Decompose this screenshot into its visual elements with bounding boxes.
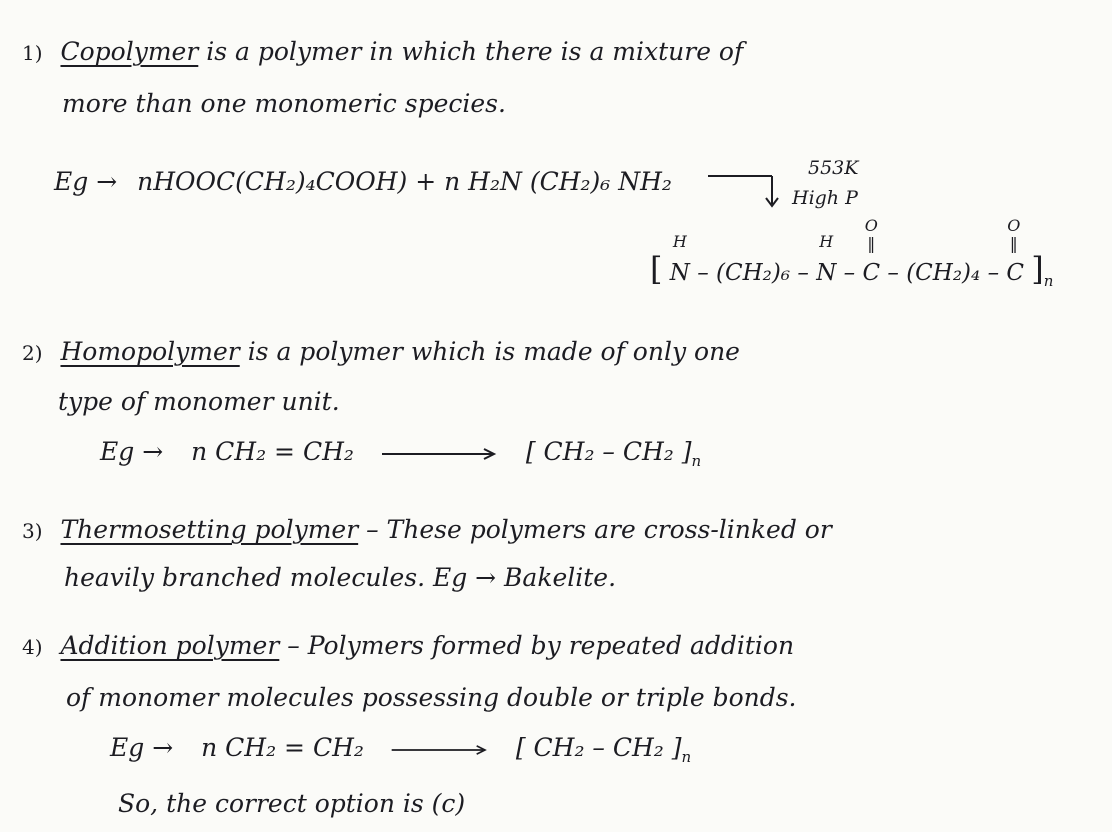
conclusion-text: So, the correct option is (c) [118, 789, 466, 818]
nitrogen-1: N [669, 260, 690, 286]
item-1-number: 1) [22, 41, 43, 65]
addition-definition-2: of monomer molecules possessing double or triple bonds. [66, 683, 797, 712]
homopolymer-definition-2: type of monomer unit. [58, 387, 340, 416]
oxygen-2: O [1007, 216, 1021, 235]
conclusion-line [118, 788, 465, 820]
polyethene-product: [ CH₂ – CH₂ ] [525, 437, 692, 466]
item-1-line-2 [62, 88, 506, 120]
ethene-reactant: n CH₂ = CH₂ [191, 437, 354, 466]
product-subscript-n: n [1043, 272, 1054, 290]
homopolymer-eg-label: Eg → [100, 437, 164, 466]
nylon-product-formula [650, 216, 1054, 290]
addition-polyethene-product: [ CH₂ – CH₂ ] [515, 733, 682, 762]
addition-eg-label: Eg → [110, 733, 174, 762]
hexamethylene-segment: – (CH₂)₆ – [697, 260, 809, 286]
copolymer-definition-1: is a polymer in which there is a mixture of [206, 37, 744, 66]
hydrogen-1: H [672, 232, 687, 251]
nh-group-1 [669, 232, 690, 286]
homopolymer-reaction [100, 436, 701, 477]
item-3-line-2 [64, 562, 616, 594]
thermosetting-definition-1: – These polymers are cross-linked or [366, 515, 832, 544]
addition-definition-1: – Polymers formed by repeated addition [287, 631, 795, 660]
hydrogen-2: H [819, 232, 834, 251]
carbon-1: – C – [843, 260, 899, 286]
item-2-line-2 [58, 386, 340, 418]
copolymer-term: Copolymer [60, 37, 199, 66]
nitrogen-2: N [816, 260, 837, 286]
right-arrow-icon [380, 446, 500, 462]
double-bond-1: ‖ [867, 234, 876, 253]
copolymer-eg-label: Eg → [54, 167, 118, 196]
oxygen-1: O [864, 216, 878, 235]
right-down-arrow-icon [706, 168, 786, 210]
thermosetting-definition-2: heavily branched molecules. Eg → Bakelite. [64, 563, 617, 592]
thermosetting-term: Thermosetting polymer [60, 515, 359, 544]
homopolymer-term: Homopolymer [60, 337, 240, 366]
addition-subscript-n: n [681, 748, 692, 766]
tetramethylene-segment: (CH₂)₄ [906, 260, 981, 286]
carbonyl-group-2 [987, 216, 1024, 286]
item-1-line-1 [22, 36, 743, 69]
item-2-line-1 [22, 336, 740, 369]
reaction-pressure: High P [792, 187, 858, 209]
polyethene-subscript-n: n [691, 452, 702, 470]
carbon-2: – C [987, 260, 1024, 286]
product-close-bracket: ] [1031, 250, 1044, 288]
carbonyl-group-1 [843, 216, 899, 286]
reaction-temperature: 553K [808, 157, 859, 179]
nh-group-2 [816, 232, 837, 286]
copolymer-reaction [54, 166, 672, 198]
right-arrow-icon [390, 742, 490, 758]
copolymer-definition-2: more than one monomeric species. [62, 89, 506, 118]
item-3-line-1 [22, 514, 832, 547]
product-open-bracket: [ [650, 250, 663, 288]
item-4-line-1 [22, 630, 794, 663]
homopolymer-definition-1: is a polymer which is made of only one [247, 337, 740, 366]
double-bond-2: ‖ [1009, 234, 1018, 253]
addition-polymer-term: Addition polymer [60, 631, 280, 660]
item-2-number: 2) [22, 341, 43, 365]
item-4-number: 4) [22, 635, 43, 659]
item-3-number: 3) [22, 519, 43, 543]
copolymer-reactants: nHOOC(CH₂)₄COOH) + n H₂N (CH₂)₆ NH₂ [137, 167, 672, 196]
addition-ethene-reactant: n CH₂ = CH₂ [201, 733, 364, 762]
item-4-line-2 [66, 682, 797, 714]
addition-reaction [110, 732, 691, 773]
